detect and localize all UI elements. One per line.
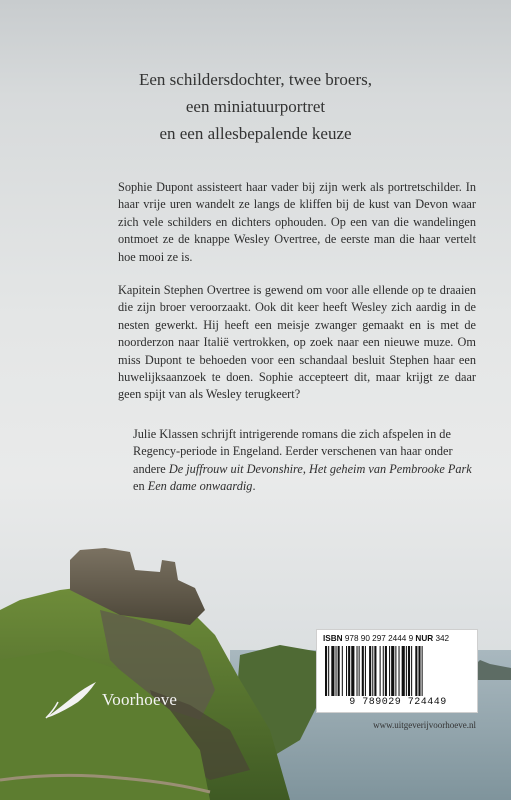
barcode-bar [362, 646, 364, 696]
barcode-bars [323, 646, 471, 696]
author-separator-1: , [302, 461, 309, 476]
blurb-paragraph-1: Sophie Dupont assisteert haar vader bij zijn werk als portretschilder. In haar vrije uren wandelt ze langs de kliffen bij de kust van Devon waar zich vele schilders en dichters ophouden. Op een van die wandelingen ontmoet ze de knappe Wesley Overtree, de eerste man die haar vertelt hoe mooi ze is. [118, 180, 476, 264]
barcode-bar [418, 646, 420, 696]
nur-value: 342 [435, 634, 450, 643]
isbn-value: 978 90 297 2444 9 [344, 634, 414, 643]
barcode-bar [380, 646, 381, 696]
barcode-bar [415, 646, 417, 696]
book-title-2: Het geheim van Pembrooke Park [309, 461, 472, 476]
author-paragraph [133, 426, 478, 496]
barcode-bar [325, 646, 327, 696]
barcode-bar [359, 646, 360, 696]
barcode-bar [391, 646, 394, 696]
tagline-line-1: Een schildersdochter, twee broers, [139, 70, 372, 89]
barcode-digits: 9 789029 724449 [349, 697, 447, 708]
feather-logo-icon [44, 680, 98, 720]
barcode-bar [338, 646, 340, 696]
barcode-bar [406, 646, 407, 696]
barcode-bar [389, 646, 390, 696]
barcode-bar [402, 646, 405, 696]
barcode-bar [348, 646, 350, 696]
publisher-logo [44, 680, 177, 720]
book-title-1: De juffrouw uit Devonshire [168, 461, 303, 476]
barcode-bar [328, 646, 329, 696]
barcode-bar [346, 646, 347, 696]
barcode-bar [342, 646, 343, 696]
tagline-line-3: en een allesbepalende keuze [159, 124, 352, 143]
isbn-label: ISBN [323, 634, 343, 643]
author-intro: Julie Klassen schrijft intrigerende romans die zich afspelen in de Regency-periode in Engeland. Eerder verschenen van haar onder andere [133, 427, 453, 476]
barcode-bar [408, 646, 410, 696]
barcode-bar [383, 646, 384, 696]
publisher-url: www.uitgeverijvoorhoeve.nl [373, 720, 476, 730]
barcode-box [316, 629, 478, 713]
barcode-bar [369, 646, 371, 696]
barcode-bar [422, 646, 423, 696]
barcode-bar [385, 646, 387, 696]
barcode-bar [411, 646, 412, 696]
barcode-bar [331, 646, 334, 696]
isbn-line [323, 634, 473, 643]
nur-label: NUR [415, 634, 434, 643]
barcode-bar [357, 646, 358, 696]
author-end: . [252, 479, 256, 494]
barcode-bar [395, 646, 396, 696]
tagline-line-2: een miniatuurportret [185, 97, 326, 116]
barcode-bar [365, 646, 366, 696]
author-separator-2: en [133, 479, 148, 494]
barcode-bar [336, 646, 337, 696]
blurb-paragraph-2: Kapitein Stephen Overtree is gewend om voor alle ellende op te draaien die zijn broer veroorzaakt. Ook dit keer heeft Wesley zich aardig in de nesten gewerkt. Hij heeft een meisje zwanger gemaakt en is met de noorderzon naar Italië vertrokken, op zoek naar een nieuwe muze. Om miss Dupont te behoeden voor een schandaal besluit Stephen haar een huwelijksaanzoek te doen. Sophie accepteert dit, maar krijgt ze daar geen spijt van als Wesley terugkeert? [118, 283, 476, 402]
barcode-bar [351, 646, 354, 696]
barcode-bar [372, 646, 373, 696]
barcode-bar [399, 646, 400, 696]
tagline [0, 66, 511, 147]
barcode-bar [374, 646, 376, 696]
book-title-3: Een dame onwaardig [147, 479, 253, 494]
publisher-name: Voorhoeve [102, 690, 178, 709]
